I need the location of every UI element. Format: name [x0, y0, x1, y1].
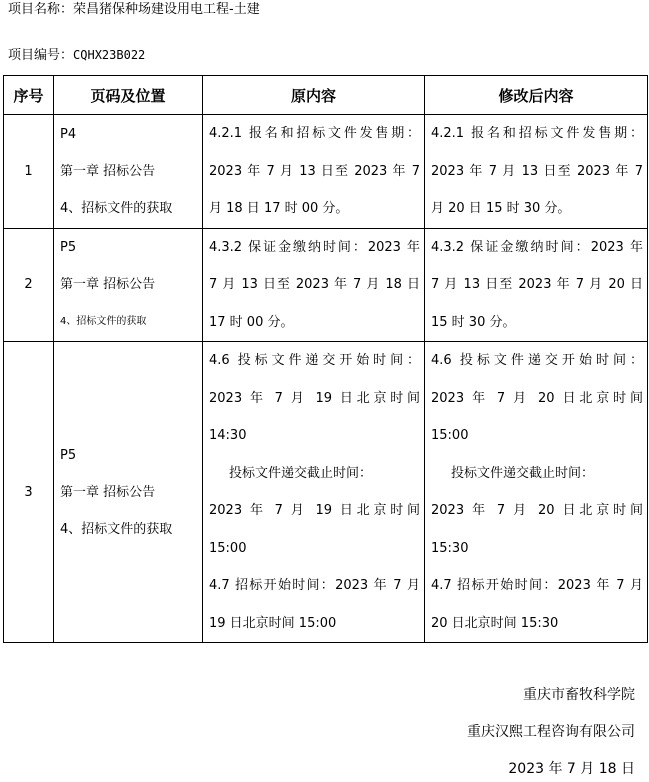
chapter: 第一章 招标公告	[60, 277, 156, 293]
text-line: 4.6 投标文件递交开始时间：	[431, 353, 643, 368]
section: 4、招标文件的获取	[60, 200, 173, 216]
table-header-row	[4, 76, 648, 115]
row-location	[54, 228, 203, 342]
text-line: 4.2.1 报名和招标文件发售期：	[431, 126, 643, 141]
text-line: 14:30	[209, 428, 247, 443]
text-line: 4.7 招标开始时间：2023 年 7 月	[209, 578, 420, 593]
agency-org: 重庆汉熙工程咨询有限公司	[467, 724, 635, 740]
revised-content	[425, 228, 648, 342]
text-line: 4.3.2 保证金缴纳时间：2023 年	[209, 239, 420, 255]
original-content	[203, 342, 425, 643]
chapter: 第一章 招标公告	[60, 163, 156, 179]
text-line: 15:00	[431, 428, 469, 443]
text-line: 15:30	[431, 540, 469, 556]
table-row	[4, 115, 648, 229]
text-line: 4.7 招标开始时间：2023 年 7 月	[431, 578, 643, 593]
text-line: 2023 年 7 月 13 日至 2023 年 7	[431, 163, 643, 179]
text-line: 2023 年 7 月 19 日北京时间	[209, 503, 420, 518]
issuer-org: 重庆市畜牧科学院	[523, 687, 635, 703]
issue-date: 2023 年 7 月 18 日	[508, 761, 635, 777]
page-number: P4	[60, 126, 77, 142]
text-line: 19 日北京时间 15:00	[209, 615, 337, 631]
text-line: 2023 年 7 月 13 日至 2023 年 7	[209, 163, 420, 179]
section: 4、招标文件的获取	[60, 316, 147, 328]
text-line: 15 时 30 分。	[431, 314, 516, 330]
section: 4、招标文件的获取	[60, 521, 173, 537]
page-number: P5	[60, 447, 77, 463]
text-line: 4.2.1 报名和招标文件发售期：	[209, 126, 420, 141]
text-line: 7 月 13 日至 2023 年 7 月 20 日	[431, 277, 643, 292]
table-row	[4, 342, 648, 643]
text-line: 4.6 投标文件递交开始时间：	[209, 353, 420, 368]
project-code-label: 项目编号：	[8, 48, 74, 63]
text-line: 月 20 日 15 时 30 分。	[431, 201, 571, 216]
header-seq: 序号	[4, 76, 54, 115]
text-line: 2023 年 7 月 20 日北京时间	[431, 503, 643, 518]
table-row	[4, 228, 648, 342]
text-line: 2023 年 7 月 20 日北京时间	[431, 390, 643, 406]
revised-content	[425, 342, 648, 643]
revised-content	[425, 115, 648, 229]
original-content	[203, 228, 425, 342]
row-location	[54, 115, 203, 229]
header-revised: 修改后内容	[425, 76, 648, 115]
text-line: 15:00	[209, 540, 247, 556]
chapter: 第一章 招标公告	[60, 484, 156, 500]
original-content	[203, 115, 425, 229]
text-line: 月 18 日 17 时 00 分。	[209, 201, 349, 216]
row-seq: 3	[4, 342, 54, 643]
text-line: 4.3.2 保证金缴纳时间：2023 年	[431, 239, 643, 255]
amendment-table	[3, 75, 648, 643]
project-name-value: 荣昌猪保种场建设用电工程-土建	[73, 2, 260, 17]
row-seq: 2	[4, 228, 54, 342]
project-code	[8, 47, 145, 64]
page-number: P5	[60, 240, 77, 256]
text-line: 17 时 00 分。	[209, 314, 294, 330]
text-line: 7 月 13 日至 2023 年 7 月 18 日	[209, 277, 420, 292]
row-seq: 1	[4, 115, 54, 229]
text-line: 20 日北京时间 15:30	[431, 615, 559, 631]
header-page-location: 页码及位置	[54, 76, 203, 115]
project-name-label: 项目名称：	[8, 2, 74, 17]
text-line: 投标文件递交截止时间：	[451, 465, 595, 481]
row-location	[54, 342, 203, 643]
project-code-value: CQHX23B022	[73, 48, 146, 62]
project-name	[8, 2, 260, 18]
header-original: 原内容	[203, 76, 425, 115]
text-line: 投标文件递交截止时间：	[229, 465, 373, 481]
text-line: 2023 年 7 月 19 日北京时间	[209, 390, 420, 406]
